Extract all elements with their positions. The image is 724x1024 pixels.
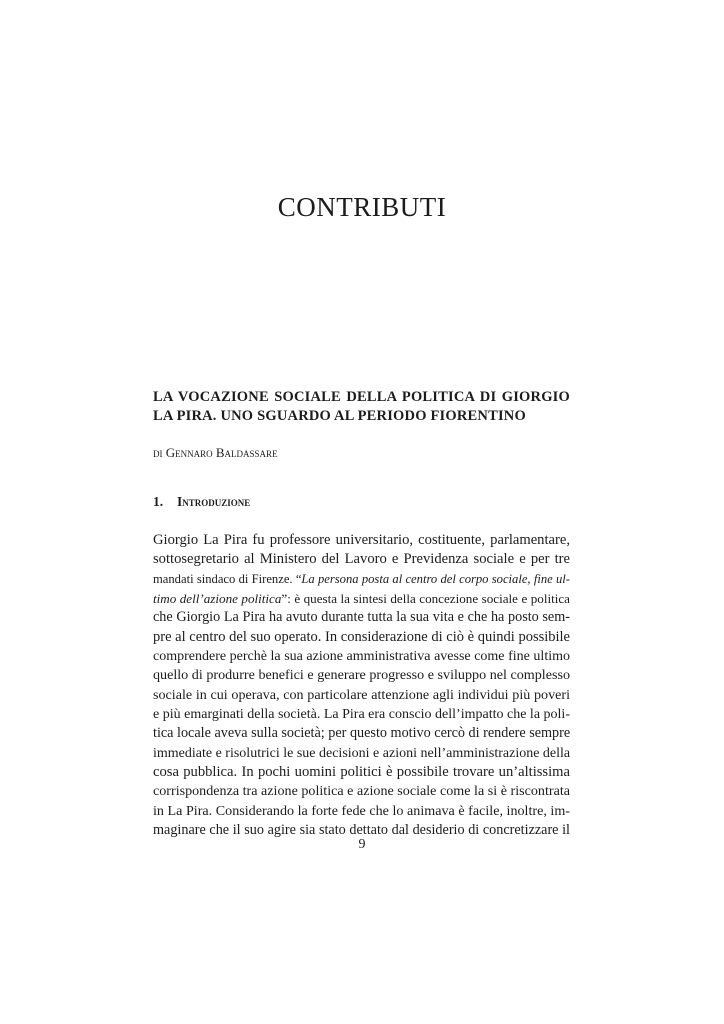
text-line: corrispondenza tra azione politica e azione sociale come la si è riscontrata — [153, 783, 570, 800]
article-title: LA VOCAZIONE SOCIALE DELLA POLITICA DI GIORGIO LA PIRA. UNO SGUARDO AL PERIODO FIORENTINO — [153, 389, 570, 424]
text-line: comprendere perchè la sua azione amministrativa avesse come fine ultimo — [153, 649, 570, 665]
text-line: sottosegretario al Ministero del Lavoro e Previdenza sociale e per tre — [153, 551, 570, 568]
text-line: maginare che il suo agire sia stato dettato dal desiderio di concretizzare il — [153, 822, 570, 839]
quotation-italic: timo dell’azione politica — [153, 591, 282, 607]
section-heading-introduzione — [153, 494, 250, 510]
text-line — [153, 570, 570, 589]
section-heading: CONTRIBUTI — [277, 192, 447, 222]
text-line: immediate e risolutrici le sue decisioni e azioni nell’amministrazione della — [153, 745, 571, 761]
text-line: pre al centro del suo operato. In considerazione di ciò è quindi possibile — [153, 628, 570, 645]
text-line: Giorgio La Pira fu professore universitario, costituente, parlamentare, — [153, 532, 570, 548]
author-byline: di Gennaro Baldassare — [153, 445, 278, 460]
text-segment: ”: è questa la sintesi della concezione sociale e politica — [281, 591, 570, 607]
text-line: quello di produrre benefici e generare progresso e sviluppo nel complesso — [153, 667, 570, 684]
section-number: 1. — [153, 494, 164, 509]
text-line: in La Pira. Considerando la forte fede che lo animava è facile, inoltre, im- — [153, 802, 570, 819]
text-line: cosa pubblica. In pochi uomini politici è possibile trovare un’altissima — [153, 764, 570, 781]
quotation-italic: La persona posta al centro del corpo sociale, fine ul- — [301, 571, 570, 586]
text-segment: mandati sindaco di Firenze. “ — [153, 571, 302, 586]
section-title: Introduzione — [177, 494, 251, 509]
text-line: e più emarginati della società. La Pira era conscio dell’impatto che la poli- — [153, 707, 570, 723]
text-line: che Giorgio La Pira ha avuto durante tutta la sua vita e che ha posto sem- — [153, 609, 570, 626]
body-paragraph — [153, 531, 570, 841]
text-line: sociale in cui operava, con particolare attenzione agli individui più poveri — [153, 686, 570, 703]
page-number: 9 — [358, 837, 366, 852]
text-line — [153, 589, 570, 608]
text-line: tica locale aveva sulla società; per questo motivo cercò di rendere sempre — [153, 725, 571, 742]
